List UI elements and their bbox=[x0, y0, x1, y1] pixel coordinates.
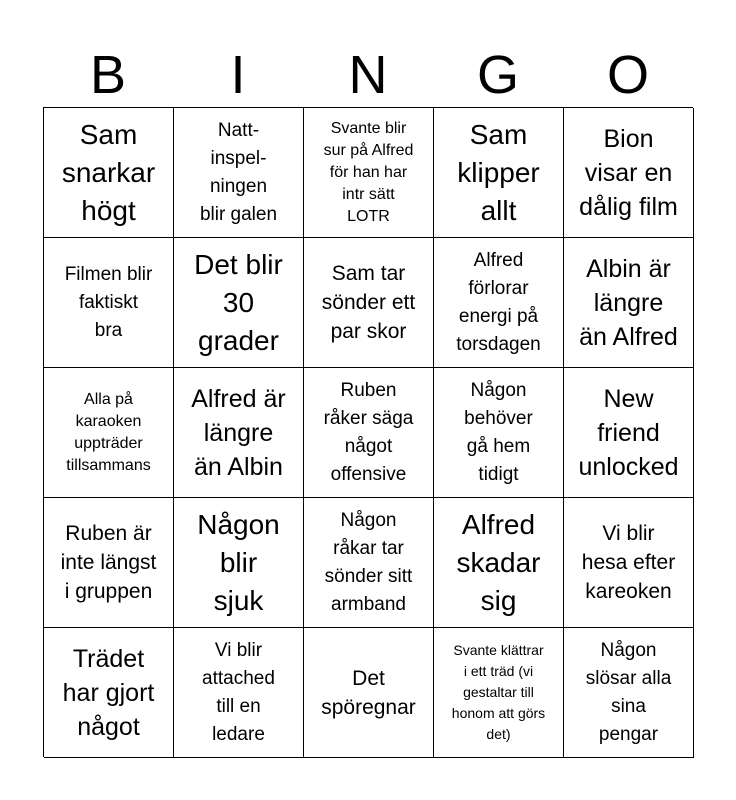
bingo-cell-text: Trädet har gjort något bbox=[62, 644, 155, 741]
header-letter-i: I bbox=[230, 45, 246, 105]
bingo-cell-text: Natt- inspel- ningen blir galen bbox=[199, 119, 278, 225]
bingo-cell-text: New friend unlocked bbox=[578, 384, 679, 481]
bingo-cell-text: Någon blir sjuk bbox=[197, 508, 280, 616]
bingo-cell[interactable] bbox=[564, 108, 694, 238]
bingo-grid bbox=[43, 107, 693, 757]
bingo-cell-text: Bion visar en dålig film bbox=[579, 124, 678, 221]
bingo-cell[interactable] bbox=[174, 498, 304, 628]
header-letter-b: B bbox=[89, 45, 127, 105]
bingo-cell-text: Någon behöver gå hem tidigt bbox=[464, 379, 533, 485]
bingo-cell[interactable] bbox=[304, 498, 434, 628]
bingo-cell-text: Alfred är längre än Albin bbox=[191, 384, 286, 481]
bingo-cell-text: Filmen blir faktiskt bra bbox=[64, 263, 153, 341]
bingo-cell-text: Albin är längre än Alfred bbox=[579, 254, 678, 351]
header-letter-o: O bbox=[606, 45, 649, 105]
bingo-cell[interactable] bbox=[174, 108, 304, 238]
bingo-cell[interactable] bbox=[564, 498, 694, 628]
bingo-cell-text: Sam klipper allt bbox=[457, 118, 540, 226]
bingo-cell-text: Sam tar sönder ett par skor bbox=[321, 262, 416, 343]
bingo-cell[interactable] bbox=[304, 108, 434, 238]
bingo-cell[interactable] bbox=[174, 628, 304, 758]
bingo-cell[interactable] bbox=[44, 108, 174, 238]
header-letter-g: G bbox=[476, 45, 519, 105]
bingo-cell[interactable] bbox=[174, 368, 304, 498]
bingo-cell-text: Sam snarkar högt bbox=[61, 118, 156, 226]
bingo-cell[interactable] bbox=[304, 368, 434, 498]
bingo-cell-text: Vi blir hesa efter kareoken bbox=[581, 522, 676, 603]
bingo-cell[interactable] bbox=[564, 628, 694, 758]
bingo-cell-text: Det spöregnar bbox=[321, 666, 416, 719]
bingo-cell[interactable] bbox=[434, 628, 564, 758]
bingo-cell[interactable] bbox=[434, 368, 564, 498]
bingo-cell[interactable] bbox=[304, 238, 434, 368]
bingo-cell-text: Ruben är inte längst i gruppen bbox=[60, 522, 157, 603]
bingo-cell[interactable] bbox=[434, 238, 564, 368]
header-letter-n: N bbox=[348, 45, 388, 105]
bingo-cell-text: Alla på karaoken uppträder tillsammans bbox=[66, 390, 151, 474]
bingo-cell[interactable] bbox=[44, 498, 174, 628]
bingo-cell-text: Svante blir sur på Alfred för han har intr sätt LOTR bbox=[323, 119, 414, 225]
bingo-cell[interactable] bbox=[564, 368, 694, 498]
bingo-cell-text: Ruben råker säga något offensive bbox=[323, 379, 414, 485]
bingo-cell[interactable] bbox=[174, 238, 304, 368]
bingo-cell[interactable] bbox=[564, 238, 694, 368]
bingo-cell[interactable] bbox=[434, 108, 564, 238]
bingo-cell-text: Vi blir attached till en ledare bbox=[202, 639, 275, 745]
bingo-cell-text: Svante klättrar i ett träd (vi gestaltar till honom att görs det) bbox=[451, 642, 546, 742]
bingo-cell-text: Någon slösar alla sina pengar bbox=[585, 639, 672, 745]
bingo-cell[interactable] bbox=[434, 498, 564, 628]
bingo-cell[interactable] bbox=[304, 628, 434, 758]
bingo-cell[interactable] bbox=[44, 238, 174, 368]
bingo-header bbox=[43, 42, 693, 108]
bingo-cell-text: Alfred skadar sig bbox=[456, 508, 541, 616]
bingo-cell[interactable] bbox=[44, 368, 174, 498]
bingo-cell-text: Alfred förlorar energi på torsdagen bbox=[456, 249, 541, 355]
bingo-cell-text: Det blir 30 grader bbox=[194, 248, 283, 356]
bingo-cell[interactable] bbox=[44, 628, 174, 758]
bingo-cell-text: Någon råkar tar sönder sitt armband bbox=[324, 509, 413, 615]
